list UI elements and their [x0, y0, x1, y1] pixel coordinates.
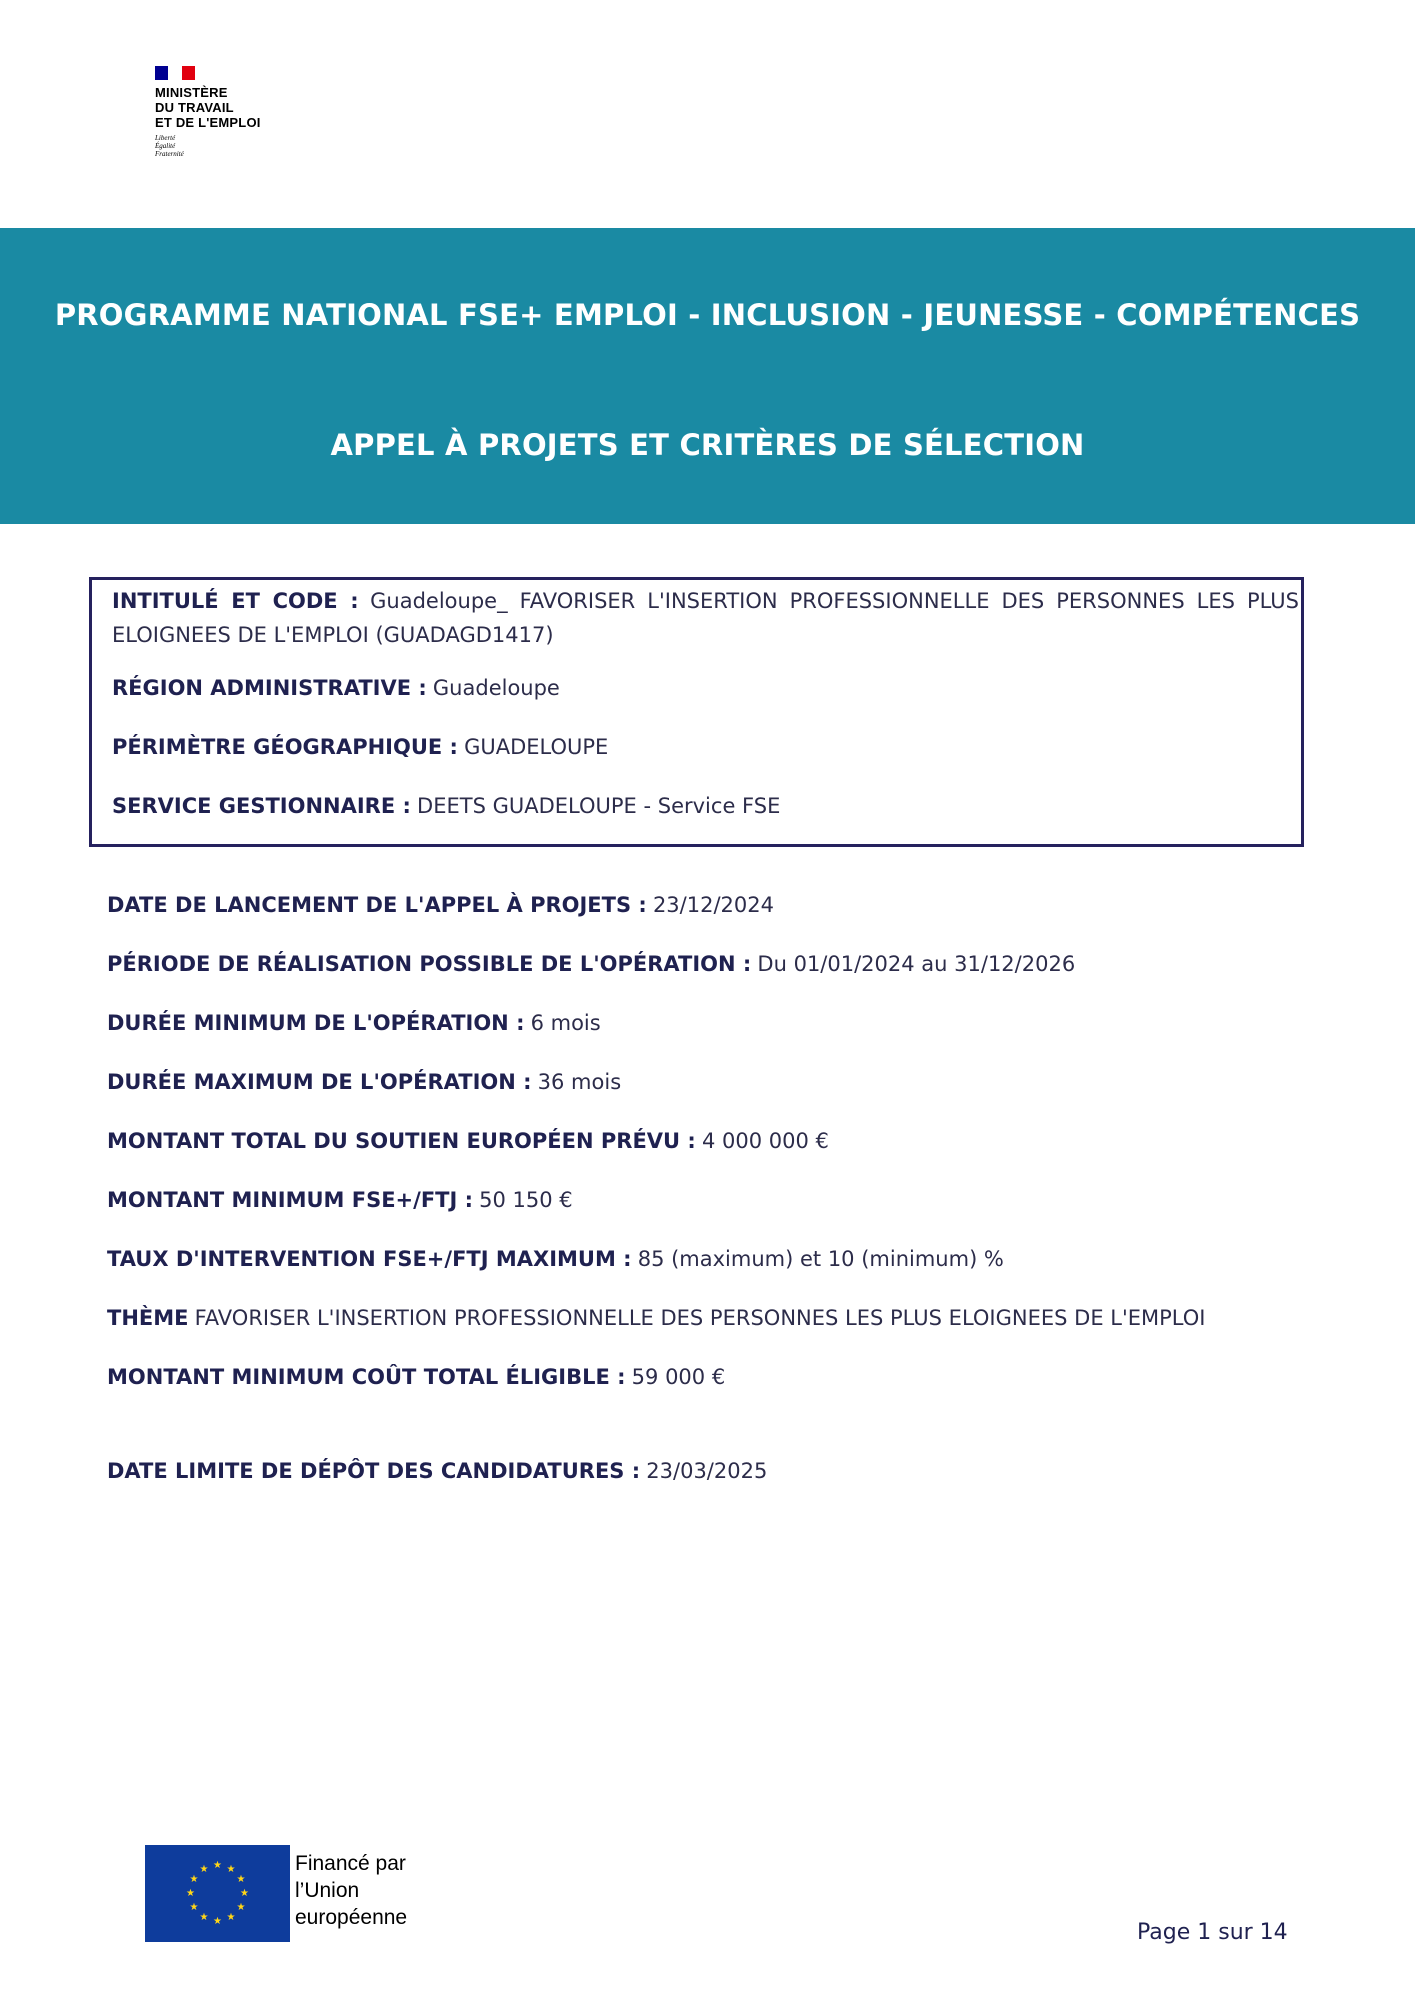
- intitule-label: INTITULÉ ET CODE :: [112, 589, 359, 613]
- ministry-name-line-2: DU TRAVAIL: [155, 100, 234, 115]
- perimetre-row: [112, 731, 1301, 763]
- detail-min-fse: [107, 1187, 573, 1213]
- perimetre-value: GUADELOUPE: [464, 735, 609, 759]
- detail-label: MONTANT TOTAL DU SOUTIEN EUROPÉEN PRÉVU :: [107, 1129, 696, 1153]
- svg-text:★: ★: [236, 1902, 246, 1913]
- detail-max-duration: [107, 1069, 621, 1095]
- svg-text:★: ★: [226, 1912, 236, 1923]
- region-value: Guadeloupe: [432, 676, 560, 700]
- page-number: Page 1 sur 14: [1137, 1920, 1288, 1945]
- detail-label: MONTANT MINIMUM FSE+/FTJ :: [107, 1188, 474, 1212]
- eu-funding-text: [295, 1850, 407, 1931]
- region-row: [112, 672, 1301, 704]
- svg-text:★: ★: [189, 1874, 199, 1885]
- detail-value: 4 000 000 €: [701, 1129, 829, 1153]
- detail-label: DURÉE MAXIMUM DE L'OPÉRATION :: [107, 1070, 532, 1094]
- svg-text:★: ★: [199, 1864, 209, 1875]
- detail-theme: [107, 1305, 1205, 1331]
- service-row: [112, 790, 1301, 822]
- region-label: RÉGION ADMINISTRATIVE :: [112, 676, 427, 700]
- detail-intervention-rate: [107, 1246, 1004, 1272]
- ministry-logo: [155, 66, 315, 158]
- svg-text:★: ★: [213, 1916, 222, 1927]
- detail-value: 59 000 €: [631, 1365, 726, 1389]
- detail-value: 23/03/2025: [646, 1459, 768, 1483]
- detail-period: [107, 951, 1075, 977]
- svg-text:★: ★: [189, 1902, 199, 1913]
- service-value: DEETS GUADELOUPE - Service FSE: [417, 794, 781, 818]
- svg-text:★: ★: [240, 1888, 249, 1899]
- svg-text:★: ★: [199, 1912, 209, 1923]
- svg-text:★: ★: [236, 1874, 246, 1885]
- detail-label: DATE DE LANCEMENT DE L'APPEL À PROJETS :: [107, 893, 647, 917]
- detail-label: THÈME: [107, 1306, 189, 1330]
- detail-label: PÉRIODE DE RÉALISATION POSSIBLE DE L'OPÉRATION :: [107, 952, 752, 976]
- detail-label: TAUX D'INTERVENTION FSE+/FTJ MAXIMUM :: [107, 1247, 632, 1271]
- french-flag-icon: [155, 66, 195, 80]
- eu-text-line-3: européenne: [295, 1906, 408, 1929]
- programme-title: PROGRAMME NATIONAL FSE+ EMPLOI - INCLUSION - JEUNESSE - COMPÉTENCES: [54, 298, 1361, 332]
- detail-min-duration: [107, 1010, 601, 1036]
- ministry-name-line-3: ET DE L'EMPLOI: [155, 115, 261, 130]
- detail-label: DATE LIMITE DE DÉPÔT DES CANDIDATURES :: [107, 1459, 641, 1483]
- intitule-value: Guadeloupe_ FAVORISER L'INSERTION PROFESSIONNELLE DES PERSONNES LES PLUS ELOIGNEES DE L'EMPLOI (GUADAGD1417): [112, 589, 1299, 647]
- title-banner: [0, 228, 1415, 524]
- ministry-name-line-1: MINISTÈRE: [155, 85, 228, 100]
- eu-flag-icon: [145, 1845, 290, 1942]
- detail-value: 50 150 €: [479, 1188, 573, 1212]
- detail-label: DURÉE MINIMUM DE L'OPÉRATION :: [107, 1011, 525, 1035]
- detail-value: 6 mois: [530, 1011, 601, 1035]
- detail-label: MONTANT MINIMUM COÛT TOTAL ÉLIGIBLE :: [107, 1365, 626, 1389]
- detail-value: FAVORISER L'INSERTION PROFESSIONNELLE DES PERSONNES LES PLUS ELOIGNEES DE L'EMPLOI: [194, 1306, 1206, 1330]
- detail-value: 23/12/2024: [652, 893, 774, 917]
- detail-min-eligible-cost: [107, 1364, 725, 1390]
- intitule-row: [112, 584, 1301, 652]
- detail-total-support: [107, 1128, 829, 1154]
- service-label: SERVICE GESTIONNAIRE :: [112, 794, 411, 818]
- document-subtitle: APPEL À PROJETS ET CRITÈRES DE SÉLECTION: [330, 428, 1085, 462]
- call-info-box: [89, 577, 1304, 847]
- eu-text-line-2: l’Union: [295, 1879, 360, 1902]
- svg-text:★: ★: [226, 1864, 236, 1875]
- motto-fraternite: Fraternité: [155, 150, 184, 158]
- motto: [155, 134, 315, 158]
- detail-value: 36 mois: [537, 1070, 622, 1094]
- perimetre-label: PÉRIMÈTRE GÉOGRAPHIQUE :: [112, 735, 458, 759]
- motto-egalite: Égalité: [155, 142, 176, 150]
- detail-launch-date: [107, 892, 774, 918]
- detail-deadline: [107, 1458, 767, 1484]
- motto-liberte: Liberté: [155, 134, 176, 142]
- svg-text:★: ★: [186, 1888, 195, 1899]
- eu-text-line-1: Financé par: [295, 1852, 406, 1875]
- detail-value: 85 (maximum) et 10 (minimum) %: [637, 1247, 1004, 1271]
- svg-text:★: ★: [213, 1860, 222, 1871]
- detail-value: Du 01/01/2024 au 31/12/2026: [757, 952, 1076, 976]
